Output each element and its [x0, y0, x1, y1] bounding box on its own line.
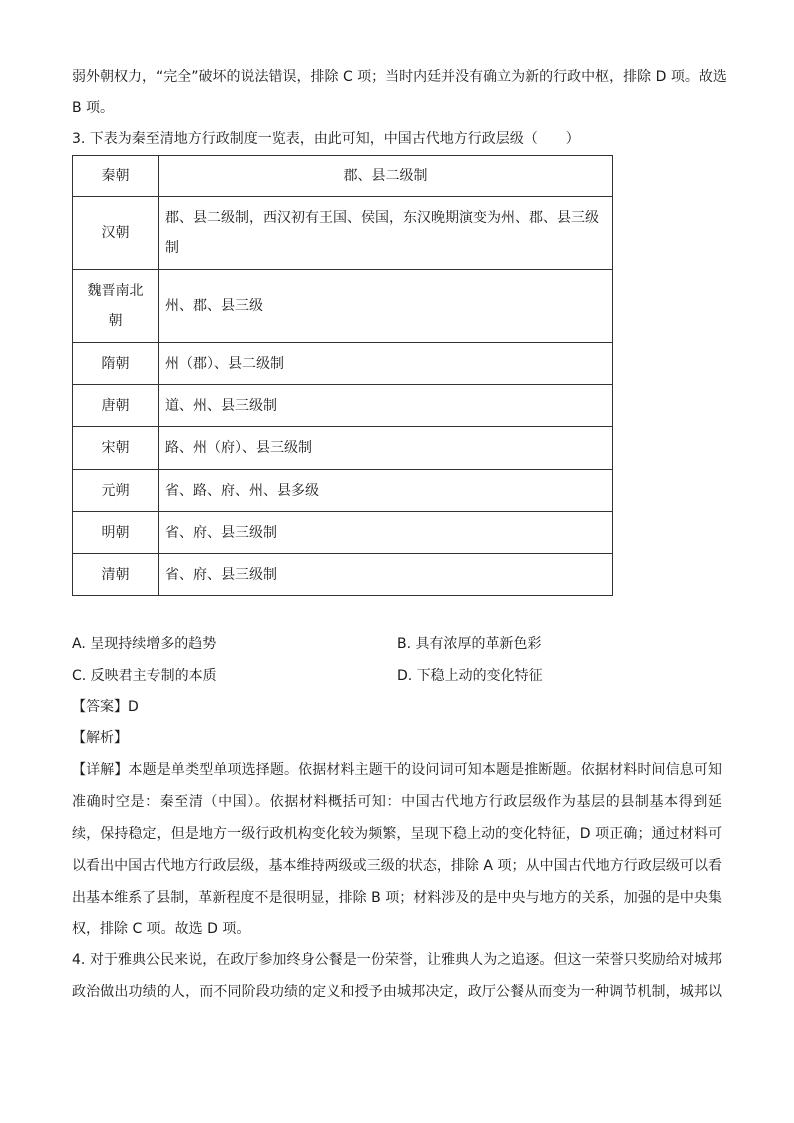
option-b: B. 具有浓厚的革新色彩	[397, 636, 542, 652]
answer-label: 【答案】D	[72, 699, 139, 715]
dynasty-cell: 汉朝	[73, 197, 159, 270]
detail-line: 准确时空是：秦至清（中国）。依据材料概括可知：中国古代地方行政层级作为基层的县制基本得到延	[72, 794, 722, 810]
system-cell: 省、路、府、州、县多级	[159, 470, 613, 512]
dynasty-cell: 隋朝	[73, 343, 159, 385]
dynasty-cell: 明朝	[73, 512, 159, 554]
system-cell: 省、府、县三级制	[159, 512, 613, 554]
option-a: A. 呈现持续增多的趋势	[72, 636, 217, 652]
system-cell: 郡、县二级制，西汉初有王国、侯国，东汉晚期演变为州、郡、县三级制	[159, 197, 613, 270]
system-cell: 道、州、县三级制	[159, 385, 613, 427]
table-row	[73, 156, 613, 197]
system-cell: 省、府、县三级制	[159, 554, 613, 596]
system-cell: 郡、县二级制	[159, 156, 613, 197]
detail-line: 以看出中国古代地方行政层级，基本维持两级或三级的状态，排除 A 项；从中国古代地方行政层级可以看	[72, 858, 722, 874]
carryover-line-2: B 项。	[72, 100, 115, 116]
carryover-line-1: 弱外朝权力，“完全”破坏的说法错误，排除 C 项；当时内廷并没有确立为新的行政中枢，排除 D 项。故选	[72, 69, 727, 85]
question-3-stem: 3. 下表为秦至清地方行政制度一览表，由此可知，中国古代地方行政层级（ ）	[72, 131, 580, 147]
dynasty-cell: 清朝	[73, 554, 159, 596]
table-row	[73, 385, 613, 427]
detail-line: 续，保持稳定，但是地方一级行政机构变化较为频繁，呈现下稳上动的变化特征，D 项正确；通过材料可	[72, 826, 722, 842]
table-row	[73, 427, 613, 470]
table-row	[73, 270, 613, 343]
question-4-line: 4. 对于雅典公民来说，在政厅参加终身公餐是一份荣誉，让雅典人为之追逐。但这一荣誉只奖励给对城邦	[72, 952, 722, 968]
question-4-line: 政治做出功绩的人，而不同阶段功绩的定义和授予由城邦决定，政厅公餐从而变为一种调节机制，城邦以	[72, 984, 722, 1000]
table-row	[73, 512, 613, 554]
table-row	[73, 197, 613, 270]
table-row	[73, 554, 613, 596]
admin-system-table	[72, 155, 613, 596]
dynasty-cell: 元朔	[73, 470, 159, 512]
detail-line: 出基本维系了县制，革新程度不是很明显，排除 B 项；材料涉及的是中央与地方的关系，加强的是中央集	[72, 890, 722, 906]
dynasty-cell: 秦朝	[73, 156, 159, 197]
system-cell: 路、州（府）、县三级制	[159, 427, 613, 470]
analysis-label: 【解析】	[72, 730, 128, 746]
dynasty-cell: 魏晋南北朝	[73, 270, 159, 343]
dynasty-cell: 宋朝	[73, 427, 159, 470]
detail-line: 【详解】本题是单类型单项选择题。依据材料主题干的设问词可知本题是推断题。依据材料时间信息可知	[72, 762, 722, 778]
table-row	[73, 343, 613, 385]
option-c: C. 反映君主专制的本质	[72, 668, 217, 684]
table-row	[73, 470, 613, 512]
system-cell: 州、郡、县三级	[159, 270, 613, 343]
option-d: D. 下稳上动的变化特征	[397, 668, 543, 684]
dynasty-cell: 唐朝	[73, 385, 159, 427]
system-cell: 州（郡）、县二级制	[159, 343, 613, 385]
detail-line: 权，排除 C 项。故选 D 项。	[72, 921, 251, 937]
